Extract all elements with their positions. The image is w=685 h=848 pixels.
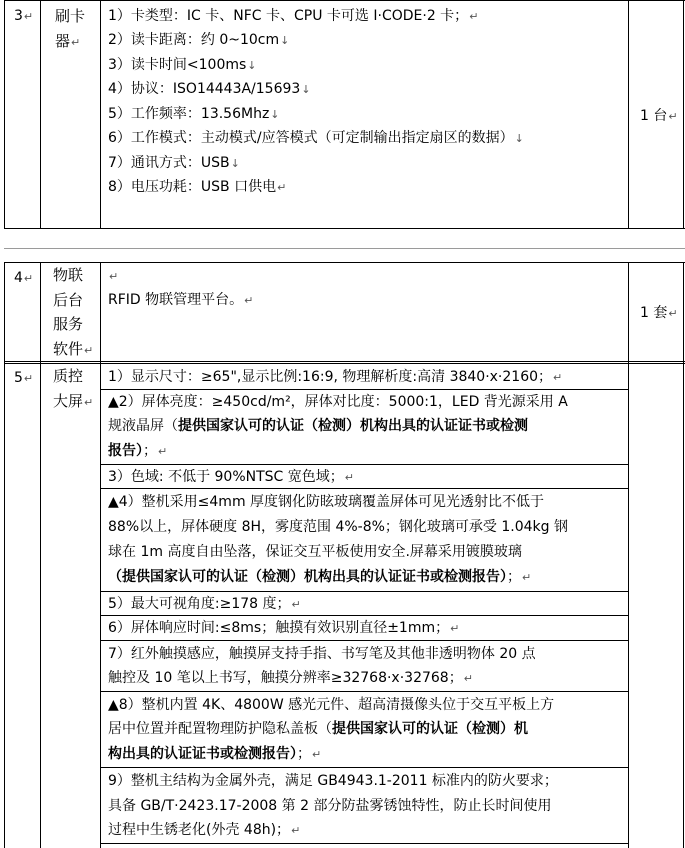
table2-top-border <box>4 262 685 263</box>
row5-item-2-line: ▲2）屏体亮度：≥450cd/m²，屏体对比度：5000:1，LED 背光源采用 A <box>108 394 568 410</box>
row4-bottom-border <box>4 361 685 364</box>
row4-category-line: 服务 <box>53 315 84 333</box>
row5-index: 5↵ <box>14 370 34 386</box>
row4-index: 4↵ <box>14 270 34 286</box>
row3-index: 3↵ <box>14 8 34 24</box>
row3-spec-line: 7）通讯方式：USB↓ <box>108 155 240 171</box>
row3-spec-line: 5）工作频率：13.56Mhz↓ <box>108 106 280 122</box>
row5-item-1: 1）显示尺寸：≥65",显示比例:16:9, 物理解析度:高清 3840·x·2160；↵ <box>108 369 563 385</box>
table1-left-border <box>4 0 5 229</box>
row3-category <box>55 4 97 55</box>
row5-item-8-line: ▲8）整机内置 4K、4800W 感光元件、超高清摄像头位于交互平板上方 <box>108 697 555 713</box>
table1-right-border <box>683 0 684 229</box>
row5-item-9-line: 过程中生锈老化(外壳 48h)；↵ <box>108 822 301 838</box>
table1-bottom-border <box>4 228 685 229</box>
table2-left-border <box>4 262 5 848</box>
table1-col2-divider <box>100 0 101 229</box>
row4-category <box>53 263 95 363</box>
row5-item-4-line: 球在 1m 高度自由坠落，保证交互平板使用安全.屏幕采用镀膜玻璃 <box>108 544 522 560</box>
row5-item-6: 6）屏体响应时间:≤8ms；触摸有效识别直径±1mm；↵ <box>108 620 460 636</box>
row5-item-4-line: ▲4）整机采用≤4mm 厚度钢化防眩玻璃覆盖屏体可见光透射比不低于 <box>108 494 545 510</box>
table2-col1-divider <box>40 262 41 848</box>
row4-spec: RFID 物联管理平台。↵ <box>108 292 254 308</box>
row3-category-line: 刷卡 <box>55 7 86 25</box>
row5-item-3: 3）色域: 不低于 90%NTSC 宽色域；↵ <box>108 469 354 485</box>
table2-col3-divider <box>628 262 629 848</box>
row3-spec-line: 8）电压功耗：USB 口供电↵ <box>108 179 287 195</box>
row3-spec-line: 3）读卡时间<100ms↓ <box>108 57 257 73</box>
section-separator <box>4 248 685 249</box>
table2-right-border <box>683 262 684 848</box>
table1-col3-divider <box>628 0 629 229</box>
row3-spec-line: 6）工作模式：主动模式/应答模式（可定制输出指定扇区的数据）↓ <box>108 130 524 146</box>
row5-category-line: 质控 <box>53 367 84 385</box>
row5-item-9-line: 9）整机主结构为金属外壳，满足 GB4943.1-2011 标准内的防火要求； <box>108 773 558 789</box>
row5-category <box>53 364 95 415</box>
row4-category-line: 物联 <box>53 266 84 284</box>
row4-blank-line: ↵ <box>109 270 119 283</box>
row5-item-2-line: 规液晶屏（提供国家认可的认证（检测）机构出具的认证证书或检测 <box>108 418 528 434</box>
row5-item-2-line: 报告）；↵ <box>108 443 168 459</box>
row5-item-4-line: （提供国家认可的认证（检测）机构出具的认证证书或检测报告）；↵ <box>108 569 532 585</box>
row4-category-line: 软件↵ <box>53 339 94 358</box>
row3-spec-line: 4）协议：ISO14443A/15693↓ <box>108 81 311 97</box>
table2-col2-divider <box>100 262 101 848</box>
table1-top-border <box>4 0 685 1</box>
row3-quantity: 1 台↵ <box>640 108 678 124</box>
row4-category-line: 后台 <box>53 290 84 309</box>
row5-item-4-line: 88%以上，屏体硬度 8H，雾度范围 4%-8%；钢化玻璃可承受 1.04kg 钢 <box>108 519 568 535</box>
row5-item-8-line: 居中位置并配置物理防护隐私盖板（提供国家认可的认证（检测）机 <box>108 721 528 737</box>
row5-item-5: 5）最大可视角度:≥178 度；↵ <box>108 596 301 612</box>
row5-item-8-line: 构出具的认证证书或检测报告）；↵ <box>108 746 322 762</box>
row5-category-line: 大屏↵ <box>53 391 94 410</box>
row3-spec-line: 1）卡类型：IC 卡、NFC 卡、CPU 卡可选 I·CODE·2 卡；↵ <box>108 8 479 24</box>
row3-category-line: 器↵ <box>55 31 81 50</box>
row5-item-7-line: 触控及 10 笔以上书写，触摸分辨率≥32768·x·32768；↵ <box>108 670 473 686</box>
row4-quantity: 1 套↵ <box>640 305 678 321</box>
row5-item-7-line: 7）红外触摸感应，触摸屏支持手指、书写笔及其他非透明物体 20 点 <box>108 646 536 662</box>
table1-col1-divider <box>40 0 41 229</box>
row5-item-9-line: 具备 GB/T·2423.17-2008 第 2 部分防盐雾锈蚀特性，防止长时间使用 <box>108 798 552 814</box>
row3-spec-line: 2）读卡距离：约 0~10cm↓ <box>108 32 290 48</box>
